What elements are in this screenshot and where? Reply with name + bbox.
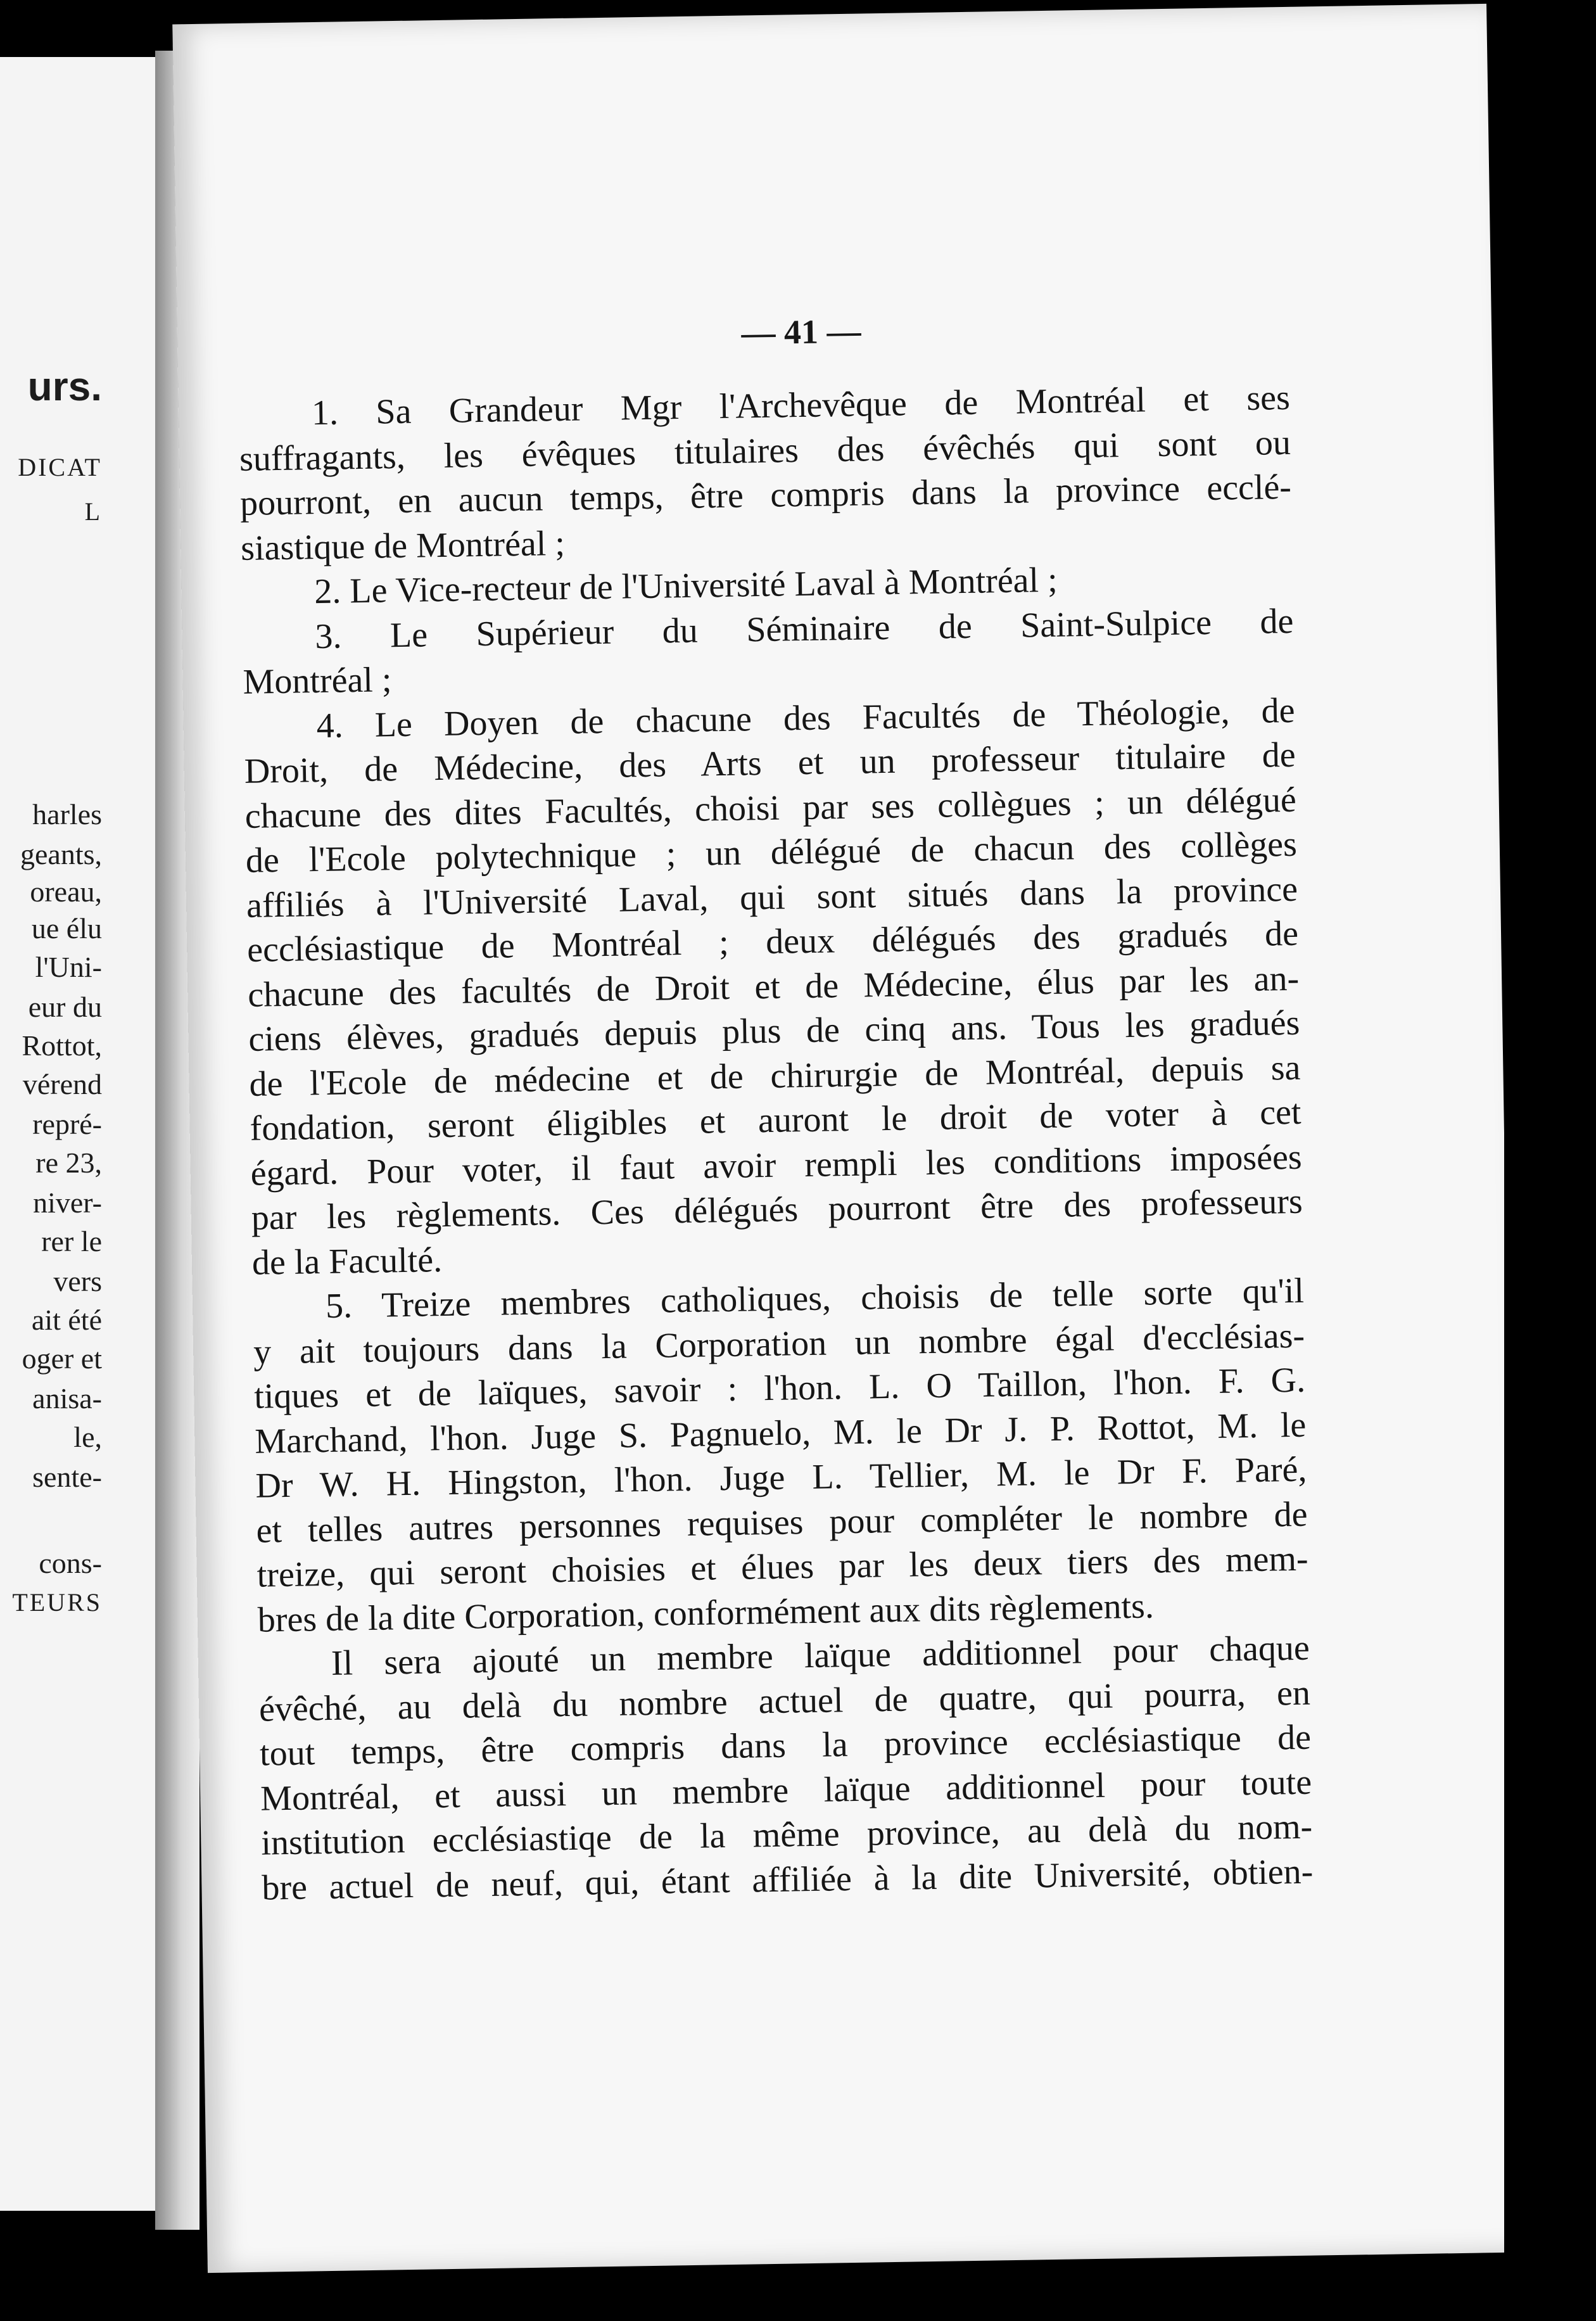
left-page-fragment: TEURS (12, 1588, 102, 1617)
text-line: de la Faculté. (251, 1240, 443, 1283)
text-line: 3. Le Supérieur du Séminaire de Saint-Sulpice de (314, 601, 1294, 656)
left-page-fragment: anisa- (32, 1382, 102, 1415)
text-line: bre actuel de neuf, qui, étant affiliée à la dite Université, obtien- (261, 1852, 1314, 1908)
left-facing-page (0, 57, 159, 2211)
left-page-fragment: vérend (22, 1067, 102, 1100)
text-line: suffragants, les évêques titulaires des évêchés qui sont ou (239, 423, 1291, 479)
text-line: par les règlements. Ces délégués pourront être des professeurs (251, 1181, 1303, 1238)
text-line: siastique de Montréal ; (240, 523, 566, 568)
text-line: affiliés à l'Université Laval, qui sont situés dans la province (246, 869, 1298, 925)
left-page-fragment: cons- (39, 1546, 102, 1579)
text-line: tout temps, être compris dans la province ecclésiastique de (259, 1717, 1312, 1774)
text-line: Dr W. H. Hingston, l'hon. Juge L. Tellier, M. le Dr F. Paré, (255, 1449, 1307, 1506)
left-page-fragment: ue élu (31, 912, 102, 945)
text-line: de l'Ecole polytechnique ; un délégué de chacun des collèges (245, 824, 1298, 881)
text-line: pourront, en aucun temps, être compris dans la province ecclé- (239, 467, 1292, 523)
left-page-fragment: DICAT (18, 452, 102, 481)
text-line: ciens élèves, gradués depuis plus de cinq ans. Tous les gradués (248, 1003, 1300, 1059)
text-line: treize, qui seront choisies et élues par les deux tiers des mem- (256, 1539, 1309, 1595)
left-page-fragment: oger et (22, 1342, 102, 1375)
page-number: — 41 — (741, 312, 861, 352)
left-page-fragment: repré- (32, 1107, 102, 1140)
text-line: chacune des dites Facultés, choisi par ses collègues ; un délégué (244, 780, 1297, 836)
left-page-fragment: L (84, 497, 102, 526)
text-line: 2. Le Vice-recteur de l'Université Laval à Montréal ; (314, 560, 1058, 612)
left-page-fragment: Rottot, (22, 1029, 102, 1062)
left-page-fragment: urs. (27, 364, 102, 410)
text-line: institution ecclésiastiqe de la même province, au delà du nom- (260, 1807, 1313, 1863)
left-page-fragment: rer le (41, 1224, 102, 1257)
text-line: fondation, seront éligibles et auront le droit de voter à cet (250, 1092, 1302, 1148)
left-page-fragment: geants, (20, 838, 102, 871)
left-page-fragment: eur du (28, 991, 102, 1024)
text-line: et telles autres personnes requises pour compléter le nombre de (256, 1494, 1308, 1551)
text-line: Montréal, et aussi un membre laïque additionnel pour toute (260, 1762, 1312, 1819)
text-line: égard. Pour voter, il faut avoir rempli les conditions imposées (250, 1137, 1303, 1193)
left-page-fragment: niver- (33, 1186, 102, 1219)
right-page (172, 4, 1522, 2273)
left-page-fragment: ait été (31, 1303, 102, 1336)
left-page-fragment: sente- (32, 1460, 102, 1493)
text-line: tiques et de laïques, savoir : l'hon. L. O Taillon, l'hon. F. G. (253, 1360, 1306, 1416)
left-page-fragment: vers (53, 1265, 102, 1298)
text-line: de l'Ecole de médecine et de chirurgie de Montréal, depuis sa (249, 1048, 1301, 1104)
text-line: y ait toujours dans la Corporation un nombre égal d'ecclésias- (253, 1316, 1305, 1372)
text-line: Droit, de Médecine, des Arts et un professeur titulaire de (244, 735, 1296, 791)
text-line: 4. Le Doyen de chacune des Facultés de Théologie, de (316, 690, 1295, 746)
left-page-fragment: l'Uni- (35, 950, 102, 983)
page-text-block (238, 305, 1314, 1911)
text-line: évêché, au delà du nombre actuel de quatre, qui pourra, en (258, 1673, 1311, 1729)
paragraph-lines (238, 376, 1313, 1911)
text-line: Il sera ajouté un membre laïque additionnel pour chaque (331, 1628, 1310, 1683)
text-line: 5. Treize membres catholiques, choisis de telle sorte qu'il (325, 1271, 1305, 1326)
left-page-fragment: oreau, (30, 875, 102, 908)
text-line: Montréal ; (243, 660, 392, 702)
text-line: ecclésiastique de Montréal ; deux délégués des gradués de (246, 913, 1299, 970)
scan-border-right (1504, 0, 1596, 2321)
text-line: chacune des facultés de Droit et de Médecine, élus par les an- (247, 958, 1300, 1015)
left-page-fragment: re 23, (35, 1146, 102, 1179)
left-page-fragment: harles (32, 798, 102, 830)
left-page-fragment: le, (73, 1420, 102, 1453)
text-line: 1. Sa Grandeur Mgr l'Archevêque de Montréal et ses (311, 378, 1291, 433)
text-line: bres de la dite Corporation, conformément aux dits règlements. (257, 1586, 1155, 1640)
text-line: Marchand, l'hon. Juge S. Pagnuelo, M. le Dr J. P. Rottot, M. le (254, 1405, 1307, 1461)
